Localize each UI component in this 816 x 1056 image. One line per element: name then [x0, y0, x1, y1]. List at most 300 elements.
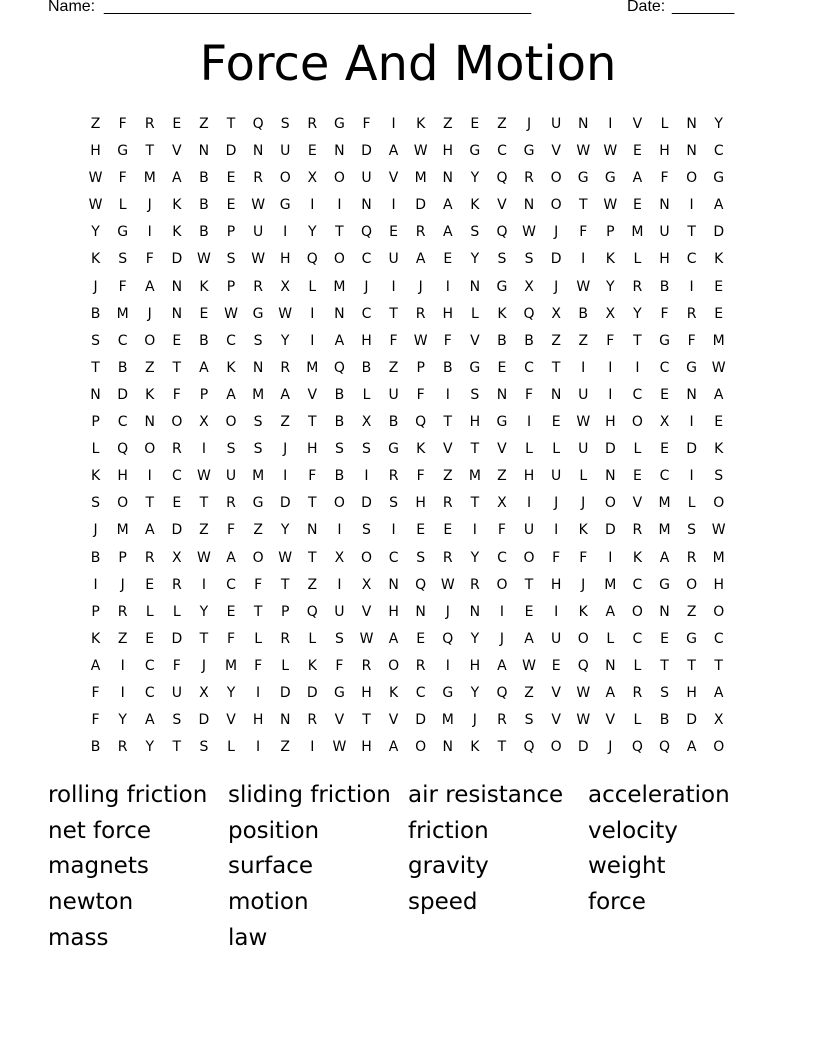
- grid-letter[interactable]: Z: [497, 116, 507, 132]
- grid-letter[interactable]: O: [496, 576, 508, 593]
- grid-letter[interactable]: F: [172, 386, 181, 403]
- grid-letter[interactable]: O: [550, 197, 562, 214]
- grid-letter[interactable]: F: [579, 224, 588, 241]
- grid-letter[interactable]: A: [442, 224, 453, 241]
- grid-letter[interactable]: Z: [253, 522, 263, 539]
- name-field[interactable]: ________________________________________________: [104, 0, 532, 15]
- grid-letter[interactable]: I: [554, 603, 559, 620]
- grid-letter[interactable]: E: [497, 359, 507, 376]
- grid-letter[interactable]: O: [144, 332, 156, 349]
- grid-letter[interactable]: R: [632, 522, 643, 539]
- grid-letter[interactable]: A: [659, 549, 670, 566]
- grid-letter[interactable]: S: [253, 414, 263, 431]
- grid-letter[interactable]: C: [144, 684, 155, 701]
- grid-letter[interactable]: B: [199, 332, 209, 349]
- grid-letter[interactable]: D: [171, 251, 183, 268]
- grid-letter[interactable]: R: [632, 278, 643, 295]
- grid-letter[interactable]: F: [362, 116, 371, 132]
- grid-letter[interactable]: F: [606, 332, 615, 349]
- grid-letter[interactable]: R: [144, 549, 155, 566]
- grid-letter[interactable]: B: [578, 305, 589, 322]
- grid-letter[interactable]: I: [256, 684, 261, 701]
- grid-letter[interactable]: Z: [551, 332, 561, 349]
- grid-letter[interactable]: J: [93, 522, 98, 539]
- grid-letter[interactable]: I: [472, 522, 477, 539]
- grid-letter[interactable]: I: [283, 468, 288, 485]
- grid-letter[interactable]: P: [118, 549, 127, 566]
- grid-letter[interactable]: O: [631, 603, 643, 620]
- grid-letter[interactable]: A: [144, 712, 155, 729]
- grid-letter[interactable]: Z: [144, 359, 155, 376]
- grid-letter[interactable]: I: [581, 251, 586, 268]
- grid-letter[interactable]: W: [251, 197, 266, 214]
- grid-letter[interactable]: M: [658, 495, 671, 512]
- grid-letter[interactable]: Z: [442, 468, 453, 485]
- grid-letter[interactable]: M: [252, 386, 265, 403]
- grid-letter[interactable]: Q: [496, 224, 508, 241]
- grid-letter[interactable]: I: [445, 386, 450, 403]
- grid-letter[interactable]: Q: [360, 224, 372, 241]
- grid-letter[interactable]: Q: [496, 170, 508, 187]
- grid-letter[interactable]: H: [659, 251, 670, 268]
- date-field[interactable]: _______: [672, 0, 735, 15]
- grid-letter[interactable]: W: [603, 197, 618, 214]
- grid-letter[interactable]: V: [307, 386, 318, 403]
- grid-letter[interactable]: X: [280, 278, 290, 295]
- grid-letter[interactable]: N: [523, 197, 535, 214]
- grid-letter[interactable]: T: [524, 576, 534, 593]
- grid-letter[interactable]: M: [712, 332, 725, 349]
- grid-letter[interactable]: L: [145, 603, 154, 620]
- grid-letter[interactable]: F: [226, 630, 236, 647]
- grid-letter[interactable]: M: [631, 224, 644, 241]
- grid-letter[interactable]: P: [199, 386, 209, 403]
- grid-letter[interactable]: G: [686, 359, 698, 376]
- grid-letter[interactable]: V: [226, 712, 236, 729]
- grid-letter[interactable]: A: [226, 386, 236, 403]
- grid-letter[interactable]: C: [361, 305, 372, 322]
- grid-letter[interactable]: J: [554, 495, 559, 512]
- grid-letter[interactable]: O: [713, 603, 725, 620]
- grid-letter[interactable]: M: [604, 576, 617, 593]
- grid-letter[interactable]: W: [197, 251, 211, 268]
- grid-letter[interactable]: N: [605, 468, 616, 485]
- grid-letter[interactable]: E: [172, 332, 182, 349]
- grid-letter[interactable]: F: [254, 576, 263, 593]
- grid-letter[interactable]: R: [469, 576, 480, 593]
- grid-letter[interactable]: O: [550, 739, 562, 756]
- grid-letter[interactable]: U: [578, 441, 589, 458]
- grid-letter[interactable]: G: [442, 684, 454, 701]
- grid-letter[interactable]: R: [253, 278, 263, 295]
- grid-letter[interactable]: B: [90, 549, 101, 566]
- grid-letter[interactable]: A: [144, 278, 155, 295]
- grid-letter[interactable]: K: [90, 251, 101, 268]
- grid-letter[interactable]: G: [659, 332, 670, 349]
- grid-letter[interactable]: S: [199, 739, 209, 756]
- grid-letter[interactable]: B: [442, 359, 453, 376]
- grid-letter[interactable]: O: [117, 495, 129, 512]
- grid-letter[interactable]: J: [283, 441, 288, 458]
- grid-letter[interactable]: N: [442, 739, 453, 756]
- grid-letter[interactable]: M: [306, 359, 319, 376]
- grid-letter[interactable]: T: [226, 116, 236, 132]
- grid-letter[interactable]: H: [361, 684, 372, 701]
- grid-letter[interactable]: O: [631, 414, 643, 431]
- grid-letter[interactable]: V: [632, 116, 643, 132]
- grid-letter[interactable]: Y: [91, 224, 100, 241]
- grid-letter[interactable]: W: [88, 197, 103, 214]
- grid-letter[interactable]: W: [576, 414, 591, 431]
- grid-letter[interactable]: N: [605, 657, 616, 674]
- grid-letter[interactable]: U: [578, 386, 589, 403]
- grid-letter[interactable]: H: [713, 576, 724, 593]
- grid-letter[interactable]: I: [608, 549, 613, 566]
- grid-letter[interactable]: E: [660, 441, 669, 458]
- grid-letter[interactable]: Q: [442, 630, 454, 647]
- grid-letter[interactable]: K: [226, 359, 236, 376]
- grid-letter[interactable]: R: [117, 603, 128, 620]
- grid-letter[interactable]: D: [361, 495, 372, 512]
- grid-letter[interactable]: C: [632, 576, 643, 593]
- grid-letter[interactable]: G: [577, 170, 589, 187]
- grid-letter[interactable]: A: [415, 251, 426, 268]
- grid-letter[interactable]: X: [659, 414, 670, 431]
- grid-letter[interactable]: G: [388, 441, 399, 458]
- grid-letter[interactable]: X: [605, 305, 616, 322]
- grid-letter[interactable]: S: [497, 251, 507, 268]
- grid-letter[interactable]: Z: [388, 359, 399, 376]
- grid-letter[interactable]: I: [310, 305, 315, 322]
- grid-letter[interactable]: R: [686, 549, 697, 566]
- grid-letter[interactable]: J: [147, 197, 152, 214]
- grid-letter[interactable]: V: [388, 170, 399, 187]
- grid-letter[interactable]: T: [714, 657, 723, 674]
- grid-letter[interactable]: G: [117, 224, 129, 241]
- grid-letter[interactable]: R: [171, 576, 182, 593]
- grid-letter[interactable]: H: [252, 712, 264, 729]
- grid-letter[interactable]: I: [635, 359, 640, 376]
- grid-letter[interactable]: E: [470, 116, 480, 132]
- grid-letter[interactable]: B: [659, 278, 670, 295]
- grid-letter[interactable]: R: [632, 684, 643, 701]
- grid-letter[interactable]: N: [686, 116, 697, 132]
- grid-letter[interactable]: Q: [496, 684, 508, 701]
- grid-letter[interactable]: T: [172, 739, 182, 756]
- grid-letter[interactable]: M: [116, 522, 129, 539]
- grid-letter[interactable]: H: [279, 251, 291, 268]
- grid-letter[interactable]: Z: [280, 414, 290, 431]
- grid-letter[interactable]: S: [172, 712, 182, 729]
- grid-letter[interactable]: R: [415, 305, 426, 322]
- grid-letter[interactable]: I: [608, 359, 613, 376]
- grid-letter[interactable]: A: [713, 684, 724, 701]
- grid-letter[interactable]: U: [388, 251, 399, 268]
- grid-letter[interactable]: M: [116, 305, 129, 322]
- grid-letter[interactable]: Y: [280, 522, 290, 539]
- grid-letter[interactable]: T: [687, 224, 696, 241]
- grid-letter[interactable]: E: [551, 414, 561, 431]
- grid-letter[interactable]: D: [550, 251, 562, 268]
- grid-letter[interactable]: U: [388, 386, 399, 403]
- grid-letter[interactable]: N: [279, 712, 291, 729]
- grid-letter[interactable]: A: [144, 522, 155, 539]
- grid-letter[interactable]: G: [659, 576, 670, 593]
- grid-letter[interactable]: T: [470, 441, 480, 458]
- grid-letter[interactable]: Q: [333, 359, 345, 376]
- grid-letter[interactable]: P: [280, 603, 290, 620]
- grid-letter[interactable]: E: [714, 305, 724, 322]
- grid-letter[interactable]: R: [280, 630, 291, 647]
- grid-letter[interactable]: H: [361, 332, 372, 349]
- grid-letter[interactable]: D: [604, 441, 616, 458]
- grid-letter[interactable]: T: [199, 630, 209, 647]
- grid-letter[interactable]: J: [418, 278, 423, 295]
- grid-letter[interactable]: E: [660, 386, 669, 403]
- grid-letter[interactable]: S: [280, 116, 290, 132]
- grid-letter[interactable]: V: [361, 603, 372, 620]
- grid-letter[interactable]: D: [279, 495, 291, 512]
- grid-letter[interactable]: E: [226, 603, 236, 620]
- grid-letter[interactable]: L: [91, 441, 100, 458]
- grid-letter[interactable]: S: [91, 495, 100, 512]
- grid-letter[interactable]: G: [604, 170, 616, 187]
- grid-letter[interactable]: N: [198, 143, 210, 160]
- grid-letter[interactable]: E: [524, 603, 534, 620]
- grid-letter[interactable]: W: [413, 143, 428, 160]
- grid-letter[interactable]: N: [171, 305, 183, 322]
- grid-letter[interactable]: T: [497, 739, 507, 756]
- grid-letter[interactable]: F: [145, 251, 154, 268]
- grid-letter[interactable]: Y: [714, 116, 723, 132]
- grid-letter[interactable]: D: [225, 143, 237, 160]
- grid-letter[interactable]: H: [415, 495, 426, 512]
- grid-letter[interactable]: O: [686, 576, 698, 593]
- grid-letter[interactable]: N: [686, 386, 697, 403]
- grid-letter[interactable]: C: [686, 251, 697, 268]
- grid-letter[interactable]: F: [118, 116, 127, 132]
- grid-letter[interactable]: W: [278, 305, 293, 322]
- grid-letter[interactable]: N: [442, 170, 453, 187]
- grid-letter[interactable]: W: [278, 549, 293, 566]
- grid-letter[interactable]: S: [524, 712, 534, 729]
- grid-letter[interactable]: Z: [199, 522, 209, 539]
- grid-letter[interactable]: N: [577, 116, 589, 132]
- grid-letter[interactable]: O: [333, 251, 345, 268]
- grid-letter[interactable]: Q: [117, 441, 129, 458]
- grid-letter[interactable]: K: [388, 684, 399, 701]
- grid-letter[interactable]: B: [117, 359, 128, 376]
- grid-letter[interactable]: I: [337, 522, 342, 539]
- grid-letter[interactable]: G: [333, 684, 345, 701]
- grid-letter[interactable]: E: [172, 495, 182, 512]
- grid-letter[interactable]: R: [524, 170, 534, 187]
- grid-letter[interactable]: B: [90, 739, 101, 756]
- grid-letter[interactable]: U: [252, 224, 264, 241]
- grid-letter[interactable]: H: [117, 468, 128, 485]
- grid-letter[interactable]: K: [714, 251, 724, 268]
- grid-letter[interactable]: Y: [118, 712, 127, 729]
- grid-letter[interactable]: F: [443, 332, 452, 349]
- grid-letter[interactable]: F: [226, 522, 236, 539]
- grid-letter[interactable]: U: [551, 630, 562, 647]
- grid-letter[interactable]: V: [497, 197, 507, 214]
- grid-letter[interactable]: L: [118, 197, 127, 214]
- grid-letter[interactable]: K: [199, 278, 209, 295]
- grid-letter[interactable]: F: [687, 332, 696, 349]
- grid-letter[interactable]: C: [226, 576, 236, 593]
- grid-letter[interactable]: T: [578, 197, 588, 214]
- grid-letter[interactable]: A: [388, 739, 399, 756]
- grid-letter[interactable]: O: [333, 495, 345, 512]
- grid-letter[interactable]: S: [253, 332, 263, 349]
- grid-letter[interactable]: V: [442, 441, 453, 458]
- grid-letter[interactable]: B: [334, 414, 345, 431]
- grid-letter[interactable]: H: [442, 305, 454, 322]
- grid-letter[interactable]: T: [308, 495, 317, 512]
- grid-letter[interactable]: L: [525, 441, 533, 458]
- grid-letter[interactable]: O: [713, 739, 725, 756]
- grid-letter[interactable]: J: [472, 712, 477, 729]
- grid-letter[interactable]: Q: [659, 739, 671, 756]
- grid-letter[interactable]: I: [391, 278, 396, 295]
- grid-letter[interactable]: K: [416, 116, 426, 132]
- grid-letter[interactable]: F: [552, 549, 561, 566]
- grid-letter[interactable]: Z: [578, 332, 589, 349]
- grid-letter[interactable]: N: [144, 414, 155, 431]
- grid-letter[interactable]: R: [253, 170, 263, 187]
- grid-letter[interactable]: I: [391, 197, 396, 214]
- grid-letter[interactable]: E: [443, 251, 453, 268]
- grid-letter[interactable]: W: [522, 657, 536, 674]
- grid-letter[interactable]: V: [497, 441, 507, 458]
- grid-letter[interactable]: N: [388, 576, 399, 593]
- grid-letter[interactable]: I: [120, 684, 125, 701]
- grid-letter[interactable]: S: [524, 251, 534, 268]
- grid-letter[interactable]: D: [604, 522, 616, 539]
- grid-letter[interactable]: N: [496, 386, 508, 403]
- grid-letter[interactable]: B: [524, 332, 534, 349]
- grid-letter[interactable]: W: [576, 684, 591, 701]
- grid-letter[interactable]: C: [415, 684, 426, 701]
- grid-letter[interactable]: B: [361, 359, 372, 376]
- grid-letter[interactable]: S: [118, 251, 128, 268]
- grid-letter[interactable]: Q: [415, 414, 427, 431]
- grid-letter[interactable]: B: [199, 197, 209, 214]
- grid-letter[interactable]: L: [308, 630, 317, 647]
- grid-letter[interactable]: J: [581, 495, 586, 512]
- grid-letter[interactable]: T: [253, 603, 263, 620]
- grid-letter[interactable]: T: [470, 495, 480, 512]
- grid-letter[interactable]: H: [442, 143, 454, 160]
- grid-letter[interactable]: H: [605, 414, 616, 431]
- grid-letter[interactable]: A: [334, 332, 345, 349]
- grid-letter[interactable]: J: [608, 739, 613, 756]
- grid-letter[interactable]: I: [147, 224, 152, 241]
- grid-letter[interactable]: I: [608, 116, 613, 132]
- grid-letter[interactable]: E: [551, 657, 561, 674]
- grid-letter[interactable]: X: [172, 549, 182, 566]
- grid-letter[interactable]: I: [147, 468, 152, 485]
- grid-letter[interactable]: H: [523, 468, 535, 485]
- grid-letter[interactable]: G: [252, 495, 264, 512]
- grid-letter[interactable]: F: [660, 170, 669, 187]
- grid-letter[interactable]: L: [687, 495, 696, 512]
- grid-letter[interactable]: U: [551, 468, 562, 485]
- grid-letter[interactable]: R: [226, 495, 236, 512]
- grid-letter[interactable]: Y: [199, 603, 209, 620]
- grid-letter[interactable]: A: [280, 386, 290, 403]
- grid-letter[interactable]: E: [172, 116, 182, 132]
- grid-letter[interactable]: R: [442, 495, 453, 512]
- grid-letter[interactable]: A: [388, 143, 399, 160]
- grid-letter[interactable]: X: [199, 684, 209, 701]
- grid-letter[interactable]: E: [443, 522, 453, 539]
- grid-letter[interactable]: N: [686, 143, 697, 160]
- grid-letter[interactable]: O: [360, 549, 372, 566]
- grid-letter[interactable]: P: [91, 603, 100, 620]
- grid-letter[interactable]: E: [632, 197, 642, 214]
- grid-letter[interactable]: F: [172, 657, 181, 674]
- grid-letter[interactable]: Q: [577, 657, 589, 674]
- grid-letter[interactable]: X: [361, 414, 372, 431]
- grid-letter[interactable]: D: [415, 197, 427, 214]
- grid-letter[interactable]: D: [117, 386, 129, 403]
- grid-letter[interactable]: M: [712, 549, 725, 566]
- grid-letter[interactable]: F: [254, 657, 263, 674]
- grid-letter[interactable]: V: [334, 712, 345, 729]
- grid-letter[interactable]: I: [283, 224, 288, 241]
- grid-letter[interactable]: T: [199, 495, 209, 512]
- grid-letter[interactable]: S: [470, 224, 480, 241]
- grid-letter[interactable]: F: [91, 684, 100, 701]
- grid-letter[interactable]: I: [201, 576, 206, 593]
- grid-letter[interactable]: T: [280, 576, 290, 593]
- grid-letter[interactable]: H: [90, 143, 101, 160]
- grid-letter[interactable]: E: [416, 522, 426, 539]
- grid-letter[interactable]: I: [256, 739, 261, 756]
- grid-letter[interactable]: E: [389, 224, 398, 241]
- grid-letter[interactable]: N: [252, 359, 264, 376]
- grid-letter[interactable]: Y: [470, 630, 480, 647]
- grid-letter[interactable]: Z: [199, 116, 209, 132]
- grid-letter[interactable]: Q: [252, 116, 264, 132]
- grid-letter[interactable]: B: [199, 170, 209, 187]
- grid-letter[interactable]: D: [279, 684, 291, 701]
- grid-letter[interactable]: L: [633, 441, 642, 458]
- grid-letter[interactable]: S: [334, 441, 344, 458]
- grid-letter[interactable]: C: [388, 549, 399, 566]
- grid-letter[interactable]: U: [280, 143, 291, 160]
- grid-letter[interactable]: N: [659, 603, 670, 620]
- grid-letter[interactable]: S: [226, 441, 236, 458]
- grid-letter[interactable]: B: [334, 468, 345, 485]
- grid-letter[interactable]: O: [604, 495, 616, 512]
- grid-letter[interactable]: A: [172, 170, 182, 187]
- grid-letter[interactable]: S: [416, 549, 426, 566]
- grid-letter[interactable]: N: [171, 278, 183, 295]
- grid-letter[interactable]: E: [632, 143, 642, 160]
- grid-letter[interactable]: U: [551, 116, 562, 132]
- grid-letter[interactable]: R: [280, 359, 291, 376]
- grid-letter[interactable]: W: [711, 359, 726, 376]
- grid-letter[interactable]: I: [337, 197, 342, 214]
- grid-letter[interactable]: L: [552, 441, 561, 458]
- grid-letter[interactable]: R: [415, 224, 426, 241]
- grid-letter[interactable]: Y: [308, 224, 317, 241]
- grid-letter[interactable]: H: [659, 143, 670, 160]
- grid-letter[interactable]: N: [659, 197, 670, 214]
